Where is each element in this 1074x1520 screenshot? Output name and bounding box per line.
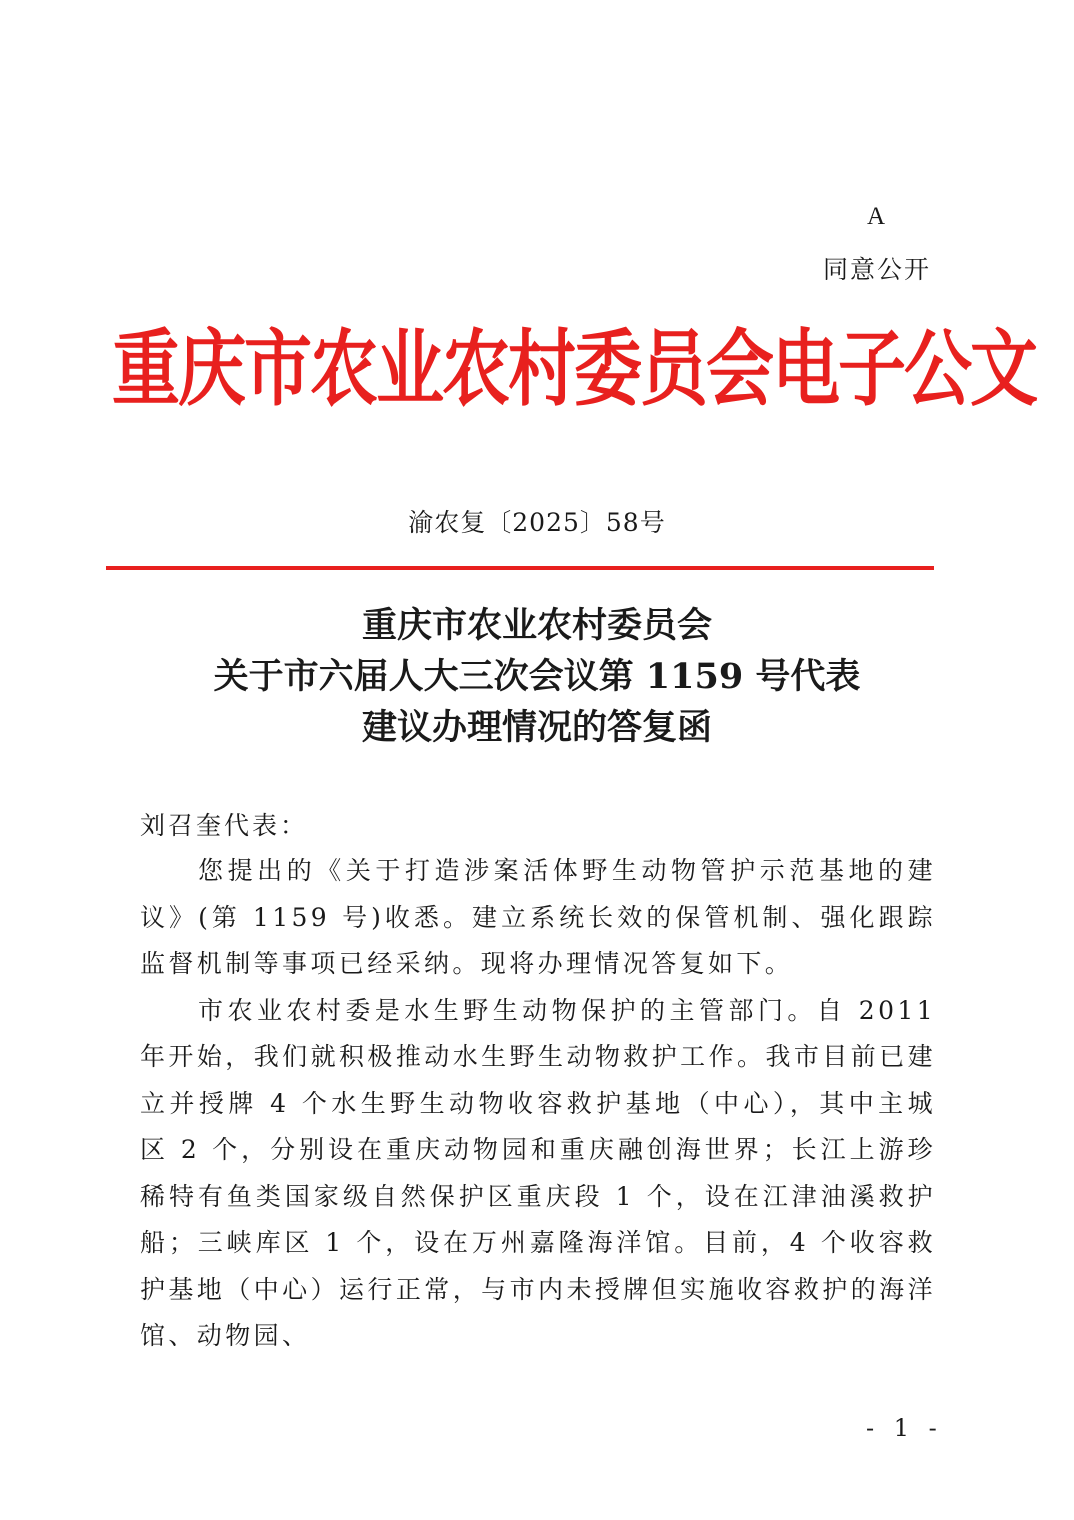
page-number: - 1 - (866, 1414, 943, 1442)
document-grade-marker: A (866, 203, 886, 230)
body-paragraph-2: 市农业农村委是水生野生动物保护的主管部门。自 2011 年开始，我们就积极推动水生野生动物救护工作。我市目前已建立并授牌 4 个水生野生动物收容救护基地（中心），其中主城区 2 个，分别设在重庆动物园和重庆融创海世界；长江上游珍稀特有鱼类国家级自然保护区重庆段 1 个，设在江津油溪救护船；三峡库区 1 个，设在万州嘉隆海洋馆。目前，4 个收容救护基地（中心）运行正常，与市内未授牌但实施收容救护的海洋馆、动物园、 (140, 995, 936, 1350)
document-number: 渝农复〔2025〕58号 (408, 508, 666, 537)
issuer-red-header: 重庆市农业农村委员会电子公文 (112, 321, 1037, 419)
body-paragraph-1: 您提出的《关于打造涉案活体野生动物管护示范基地的建议》(第 1159 号)收悉。建立系统长效的保管机制、强化跟踪监督机制等事项已经采纳。现将办理情况答复如下。 (140, 856, 936, 978)
letter-body (140, 848, 936, 1360)
salutation: 刘召奎代表： (140, 811, 309, 840)
red-separator-line (106, 566, 934, 570)
letter-title-line-3: 建议办理情况的答复函 (361, 707, 712, 748)
letter-title-line-2: 关于市六届人大三次会议第 1159 号代表 (213, 656, 861, 697)
letter-title-line-1: 重庆市农业农村委员会 (361, 605, 712, 646)
letter-title (0, 600, 1074, 753)
disclosure-status: 同意公开 (823, 255, 932, 284)
